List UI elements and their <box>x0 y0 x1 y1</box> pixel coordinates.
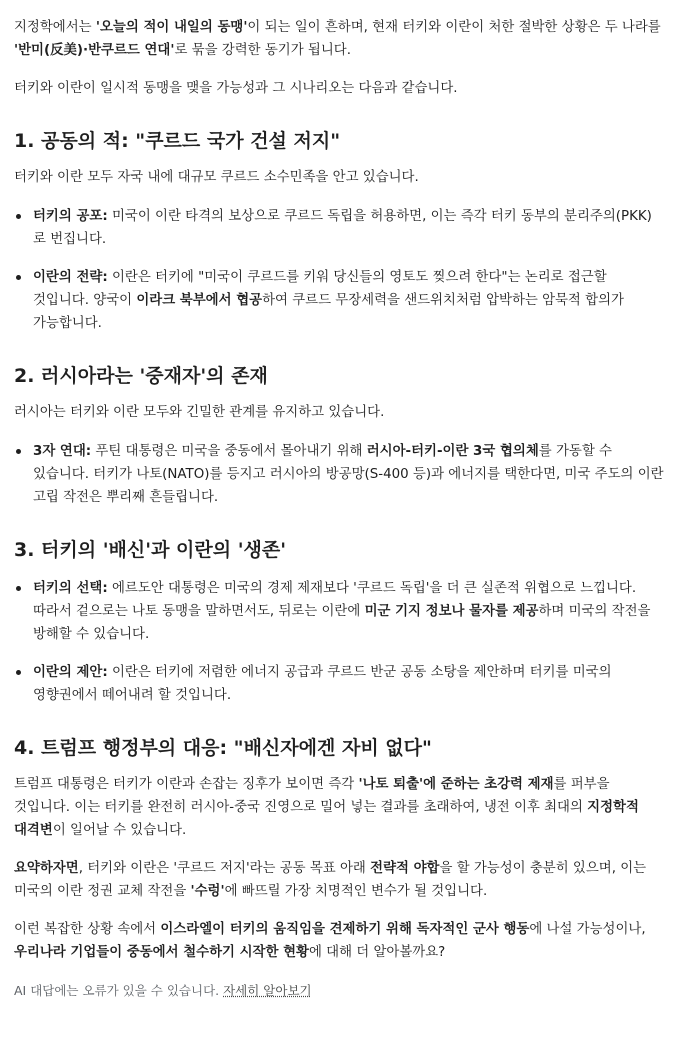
text-run: 이 일어날 수 있습니다. <box>52 823 187 838</box>
text-run: 이란은 터키에 "미국이 쿠르드를 키워 당신들의 영토도 찢으려 한다"는 논리로 접근할 것입니다. 양국이 <box>33 270 607 308</box>
summary-paragraph <box>14 857 664 903</box>
bold-text: 지정학적 대격변 <box>14 800 639 838</box>
disclaimer-text: AI 대답에는 오류가 있을 수 있습니다. <box>14 983 224 998</box>
section-3-list <box>14 577 664 707</box>
bold-text: 3자 연대: <box>33 444 92 459</box>
text-run: 미국이 이란 타격의 보상으로 쿠르드 독립을 허용하면, 이는 즉각 터키 동부의 분리주의(PKK)로 번집니다. <box>33 209 652 247</box>
section-2-intro: 러시아는 터키와 이란 모두와 긴밀한 관계를 유지하고 있습니다. <box>14 405 385 420</box>
bold-text: 이스라엘이 터키의 움직임을 견제하기 위해 독자적인 군사 행동 <box>160 922 530 937</box>
text-run: 을 할 가능성이 충분히 있으며, 이는 미국의 이란 정권 교체 작전을 <box>14 861 647 899</box>
list-item <box>14 266 664 335</box>
section-1-heading: 1. 공동의 적: "쿠르드 국가 건설 저지" <box>14 130 341 152</box>
text-run: 터키와 이란이 일시적 동맹을 맺을 가능성과 그 시나리오는 다음과 같습니다. <box>14 81 458 96</box>
section-1-intro: 터키와 이란 모두 자국 내에 대규모 쿠르드 소수민족을 안고 있습니다. <box>14 170 419 185</box>
text-run: 트럼프 대통령은 터키가 이란과 손잡는 징후가 보이면 즉각 <box>14 777 359 792</box>
text-run: 하여 쿠르드 무장세력을 샌드위치처럼 압박하는 암묵적 합의가 가능합니다. <box>33 293 624 331</box>
section-2-heading: 2. 러시아라는 '중재자'의 존재 <box>14 365 268 387</box>
bold-text: '오늘의 적이 내일의 동맹' <box>95 20 248 35</box>
list-item <box>14 577 664 646</box>
bold-text: 우리나라 기업들이 중동에서 철수하기 시작한 현황 <box>14 945 309 960</box>
bold-text: 터키의 공포: <box>33 209 108 224</box>
list-item <box>14 205 664 251</box>
bold-text: 러시아-터키-이란 3국 협의체 <box>366 444 539 459</box>
bold-text: '나토 퇴출'에 준하는 초강력 제재 <box>358 777 554 792</box>
bold-text: 터키의 선택: <box>33 581 108 596</box>
text-run: 에 나설 가능성이나, <box>529 922 646 937</box>
bold-text: 이라크 북부에서 협공 <box>136 293 263 308</box>
list-item <box>14 661 664 707</box>
bold-text: 이란의 전략: <box>33 270 108 285</box>
section-2-list <box>14 440 664 509</box>
text-run: 를 가동할 수 있습니다. 터키가 나토(NATO)를 등지고 러시아의 방공망(S-400 등)과 에너지를 택한다면, 미국 주도의 이란 고립 작전은 뿌리째 흔들립니다. <box>33 444 664 505</box>
follow-up-question <box>14 918 664 964</box>
section-4-heading: 4. 트럼프 행정부의 대응: "배신자에겐 자비 없다" <box>14 737 432 759</box>
bold-text: 미군 기지 정보나 물자를 제공 <box>364 604 539 619</box>
bold-text: 이란의 제안: <box>33 665 108 680</box>
bold-text: 전략적 야합 <box>370 861 440 876</box>
learn-more-link[interactable]: 자세히 알아보기 <box>223 983 312 998</box>
closing-paragraph-1 <box>14 773 664 842</box>
bold-text: '수렁' <box>190 884 225 899</box>
section-1-list <box>14 205 664 335</box>
intro-paragraph-1 <box>14 16 664 62</box>
bold-text: '반미(反美)·반쿠르드 연대' <box>14 43 175 58</box>
text-run: 지정학에서는 <box>14 20 96 35</box>
text-run: 를 퍼부을 것입니다. 이는 터키를 완전히 러시아-중국 진영으로 밀어 넣는 결과를 초래하여, 냉전 이후 최대의 <box>14 777 610 815</box>
text-run: 에 빠뜨릴 가장 치명적인 변수가 될 것입니다. <box>224 884 488 899</box>
text-run: , 터키와 이란은 '쿠르드 저지'라는 공동 목표 아래 <box>78 861 371 876</box>
text-run: 이 되는 일이 흔하며, 현재 터키와 이란이 처한 절박한 상황은 두 나라를 <box>247 20 661 35</box>
ai-disclaimer <box>14 979 664 1002</box>
text-run: 로 묶을 강력한 동기가 됩니다. <box>174 43 351 58</box>
section-3-heading: 3. 터키의 '배신'과 이란의 '생존' <box>14 539 287 561</box>
text-run: 이런 복잡한 상황 속에서 <box>14 922 161 937</box>
list-item <box>14 440 664 509</box>
text-run: 에 대해 더 알아볼까요? <box>308 945 446 960</box>
intro-paragraph-2 <box>14 77 664 100</box>
text-run: 에르도안 대통령은 미국의 경제 제재보다 '쿠르드 독립'을 더 큰 실존적 위협으로 느낍니다. 따라서 겉으로는 나토 동맹을 말하면서도, 뒤로는 이란에 <box>33 581 637 619</box>
text-run: 이란은 터키에 저렴한 에너지 공급과 쿠르드 반군 공동 소탕을 제안하며 터키를 미국의 영향권에서 떼어내려 할 것입니다. <box>33 665 612 703</box>
text-run: 푸틴 대통령은 미국을 중동에서 몰아내기 위해 <box>91 444 367 459</box>
bold-text: 요약하자면 <box>14 861 79 876</box>
text-run: 하며 미국의 작전을 방해할 수 있습니다. <box>33 604 651 642</box>
